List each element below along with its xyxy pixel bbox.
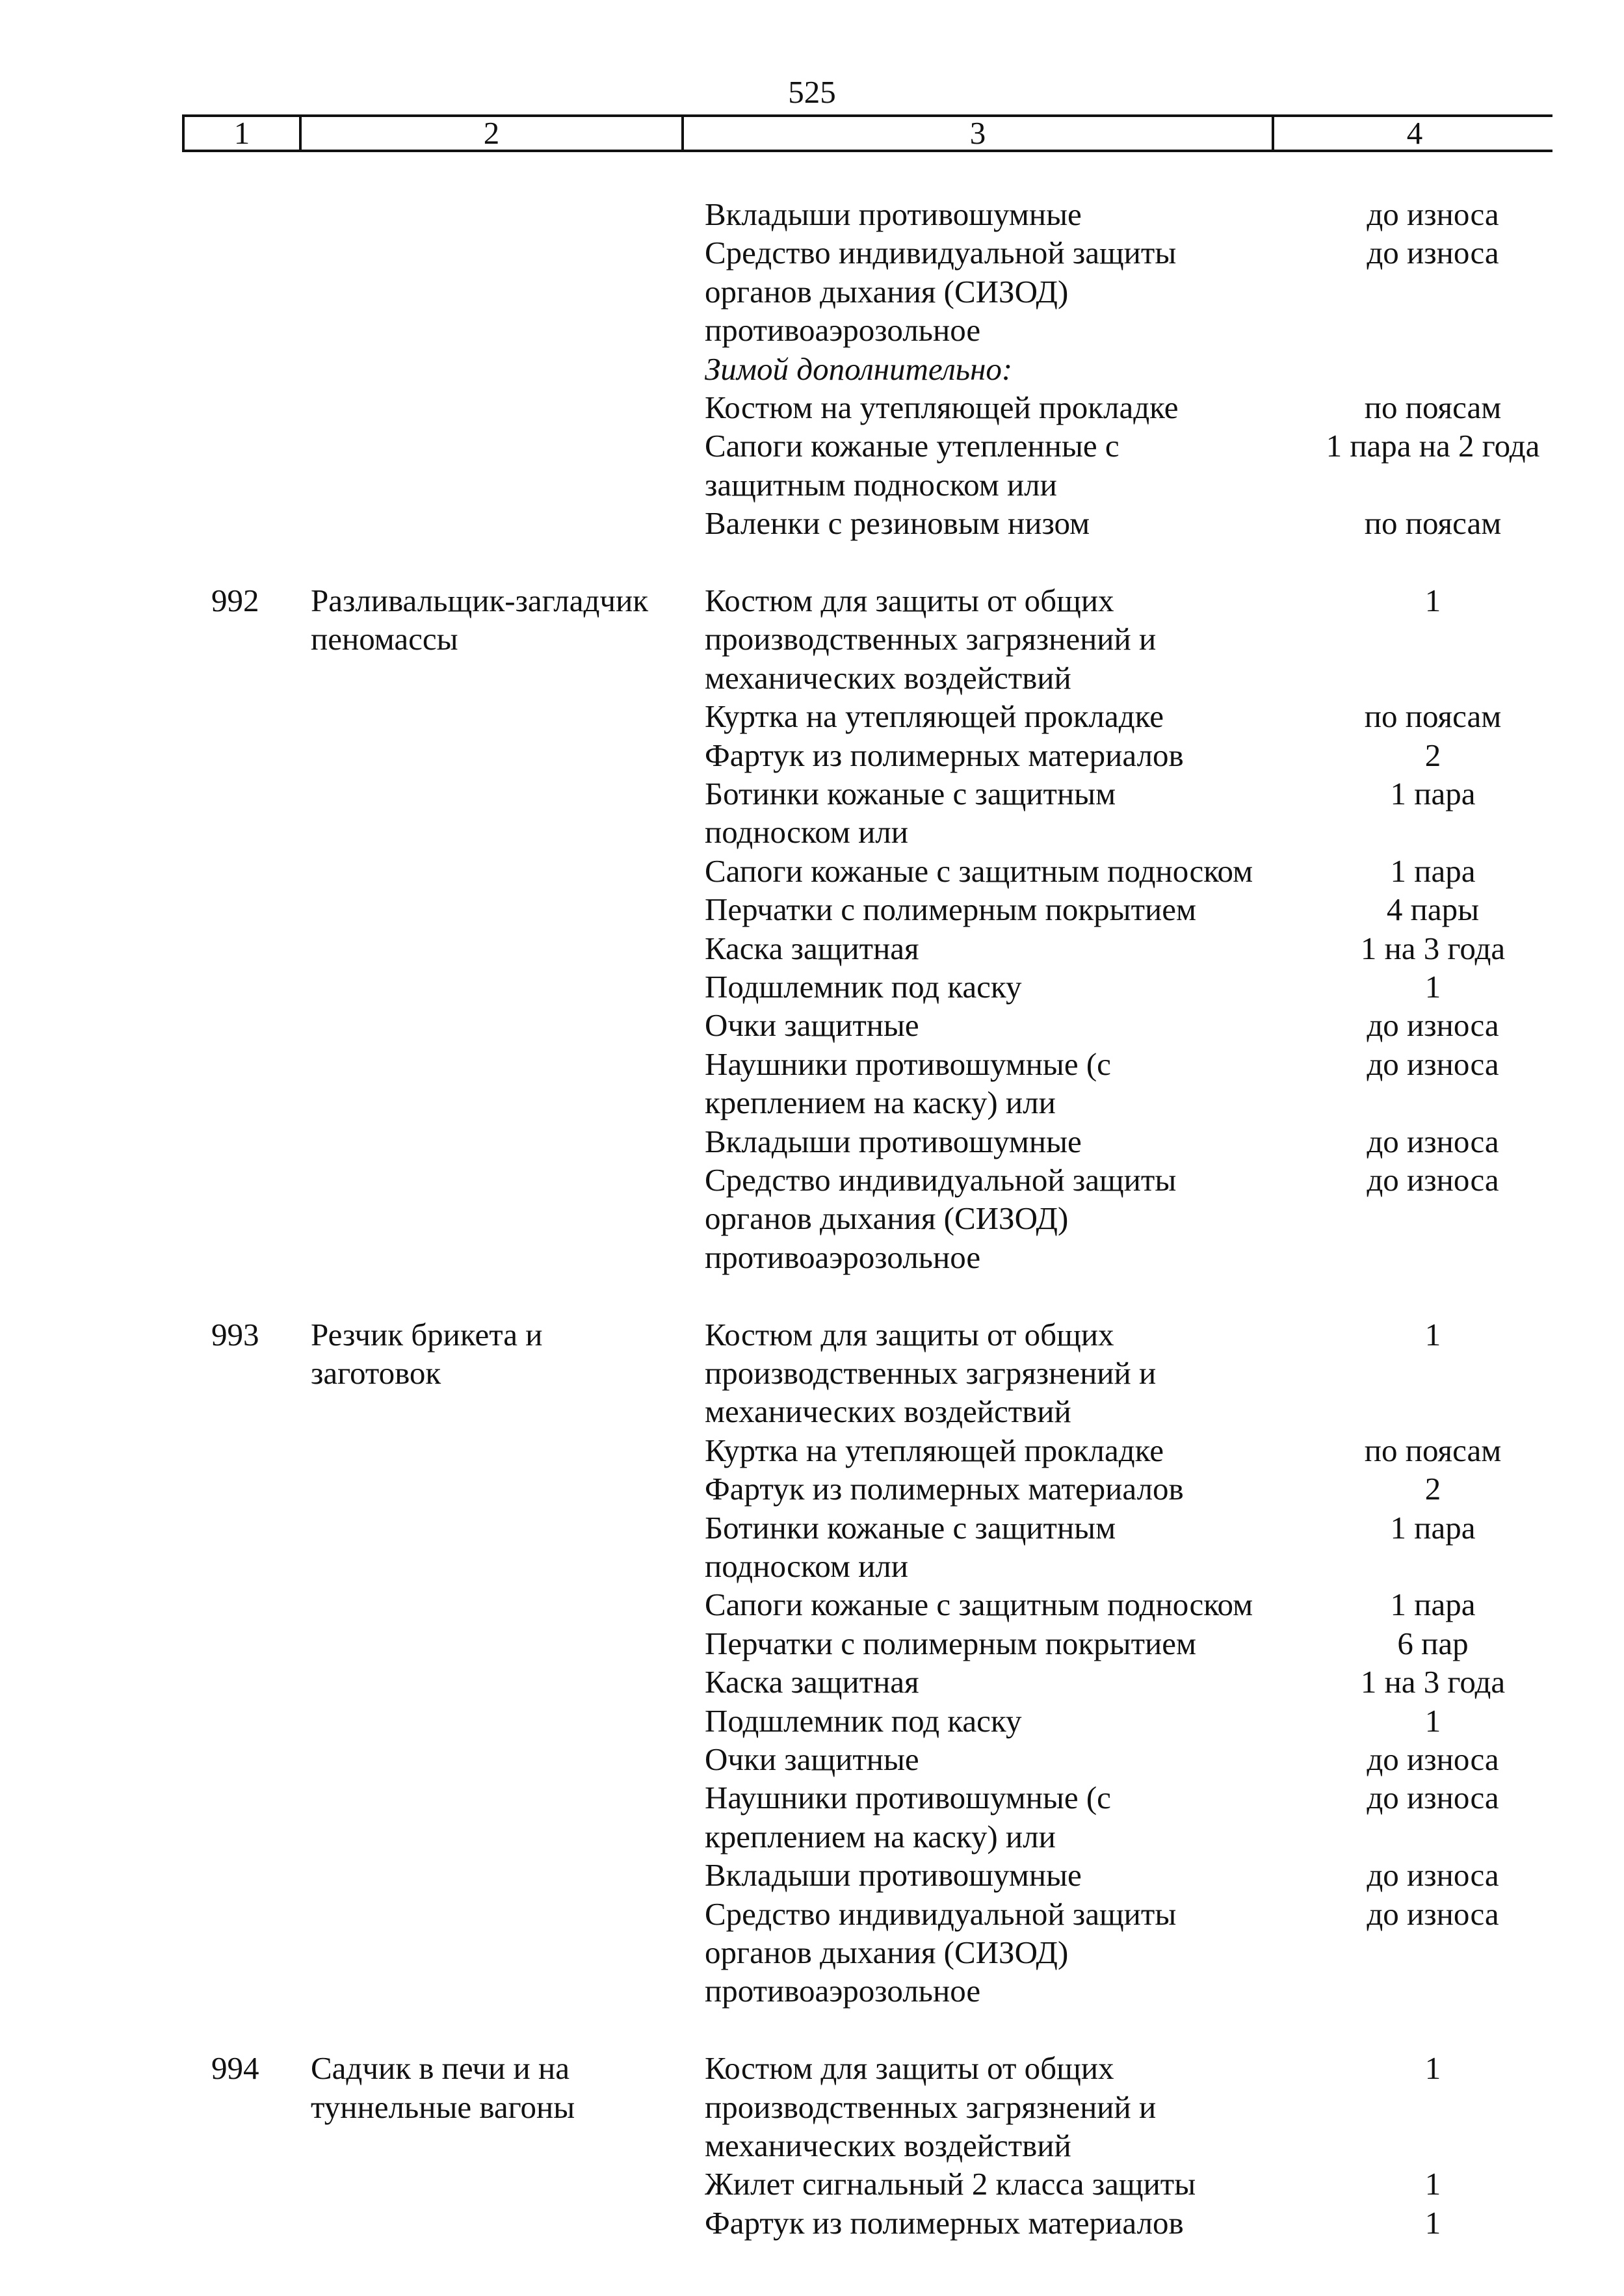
item-norm: 4 пары [1386,891,1480,928]
header-col-2: 2 [483,115,500,151]
profession-name: Разливальщик-загладчик [311,583,649,618]
item-norm: по поясам [1364,389,1502,425]
item-name: производственных загрязнений и [705,1355,1157,1391]
item-name: Подшлемник под каску [705,969,1022,1005]
item-norm: 1 [1424,2166,1441,2202]
profession-name: заготовок [311,1355,441,1391]
item-name: органов дыхания (СИЗОД) [705,1934,1069,1970]
page-number: 525 [788,74,836,110]
item-norm: 1 пара на 2 года [1326,428,1540,464]
item-name: Костюм для защиты от общих [705,2050,1114,2087]
item-name: Очки защитные [705,1741,919,1777]
item-name: Вкладыши противошумные [705,196,1082,232]
item-norm: до износа [1367,1123,1499,1159]
item-name: механических воздействий [705,1393,1071,1430]
item-name: Куртка на утепляющей прокладке [705,1432,1164,1468]
row-number: 994 [211,2050,259,2087]
item-name: органов дыхания (СИЗОД) [705,273,1069,310]
profession-name: туннельные вагоны [311,2089,575,2125]
item-name: Ботинки кожаные с защитным [705,776,1116,812]
item-name: механических воздействий [705,2128,1071,2163]
item-norm: до износа [1367,1741,1499,1777]
item-name: Очки защитные [705,1007,919,1044]
header-col-3: 3 [969,115,986,151]
item-name: Костюм на утепляющей прокладке [705,389,1179,425]
item-norm: по поясам [1364,698,1502,735]
item-name: Фартук из полимерных материалов [705,1471,1184,1507]
item-name: противоаэрозольное [705,1973,981,2009]
item-norm: до износа [1367,1895,1499,1932]
item-norm: по поясам [1364,1432,1502,1468]
item-name: Средство индивидуальной защиты [705,1162,1177,1198]
item-norm: 1 пара [1390,776,1476,812]
item-name: Перчатки с полимерным покрытием [705,891,1196,928]
item-norm: 1 [1424,1316,1441,1353]
item-name: креплением на каску) или [705,1818,1056,1854]
item-norm: до износа [1367,196,1499,232]
item-name: Сапоги кожаные с защитным подноском [705,852,1253,889]
item-norm: 1 пара [1390,1587,1476,1623]
item-name: Костюм для защиты от общих [705,1316,1114,1353]
item-name: Перчатки с полимерным покрытием [705,1625,1196,1661]
item-norm: до износа [1367,235,1499,271]
item-norm: 1 на 3 года [1360,930,1506,966]
item-name: Куртка на утепляющей прокладке [705,698,1164,735]
profession-name: Садчик в печи и на [311,2050,570,2087]
item-norm: 1 [1424,2050,1441,2087]
row-number: 993 [211,1316,259,1353]
item-norm: 2 [1424,737,1441,773]
item-name: противоаэрозольное [705,312,981,349]
item-name: Сапоги кожаные утепленные с [705,428,1120,464]
item-norm: 6 пар [1397,1625,1469,1661]
item-norm: 2 [1424,1471,1441,1507]
item-name: Костюм для защиты от общих [705,583,1114,618]
profession-name: пеномассы [311,621,458,657]
item-name: Ботинки кожаные с защитным [705,1509,1116,1546]
item-norm: до износа [1367,1162,1499,1198]
item-norm: 1 [1424,2204,1441,2241]
item-name: Наушники противошумные (с [705,1780,1111,1816]
item-norm: до износа [1367,1780,1499,1816]
item-name: Вкладыши противошумные [705,1123,1082,1159]
item-norm: 1 на 3 года [1360,1664,1506,1700]
profession-name: Резчик брикета и [311,1316,543,1353]
item-name: креплением на каску) или [705,1085,1056,1121]
item-norm: 1 [1424,1702,1441,1739]
item-name: Подшлемник под каску [705,1702,1022,1739]
item-name: Наушники противошумные (с [705,1046,1111,1082]
item-name: Сапоги кожаные с защитным подноском [705,1587,1253,1623]
column-number-header [182,114,1552,152]
item-name: противоаэрозольное [705,1239,981,1275]
item-name: Валенки с резиновым низом [705,505,1090,542]
item-name: Фартук из полимерных материалов [705,737,1184,773]
item-name: производственных загрязнений и [705,2089,1157,2125]
item-norm: 1 [1424,969,1441,1005]
item-norm: до износа [1367,1046,1499,1082]
item-norm: до износа [1367,1857,1499,1894]
item-name: Жилет сигнальный 2 класса защиты [705,2166,1196,2202]
item-name: Фартук из полимерных материалов [705,2204,1184,2241]
item-norm: по поясам [1364,505,1502,542]
header-col-1: 1 [233,115,250,151]
item-norm: 1 [1424,583,1441,618]
item-name: Каска защитная [705,930,919,966]
item-name: органов дыхания (СИЗОД) [705,1200,1069,1237]
item-norm: до износа [1367,1007,1499,1044]
item-name: Каска защитная [705,1664,919,1700]
item-name: производственных загрязнений и [705,621,1157,657]
item-name: защитным подноском или [705,466,1057,503]
item-name: подноском или [705,1548,908,1584]
item-norm: 1 пара [1390,852,1476,889]
item-name: Вкладыши противошумные [705,1857,1082,1894]
header-col-4: 4 [1406,115,1423,151]
season-note: Зимой дополнительно: [705,350,1013,387]
item-name: Средство индивидуальной защиты [705,1895,1177,1932]
item-norm: 1 пара [1390,1509,1476,1546]
item-name: Средство индивидуальной защиты [705,235,1177,271]
item-name: механических воздействий [705,659,1071,696]
item-name: подноском или [705,814,908,851]
row-number: 992 [211,583,259,618]
